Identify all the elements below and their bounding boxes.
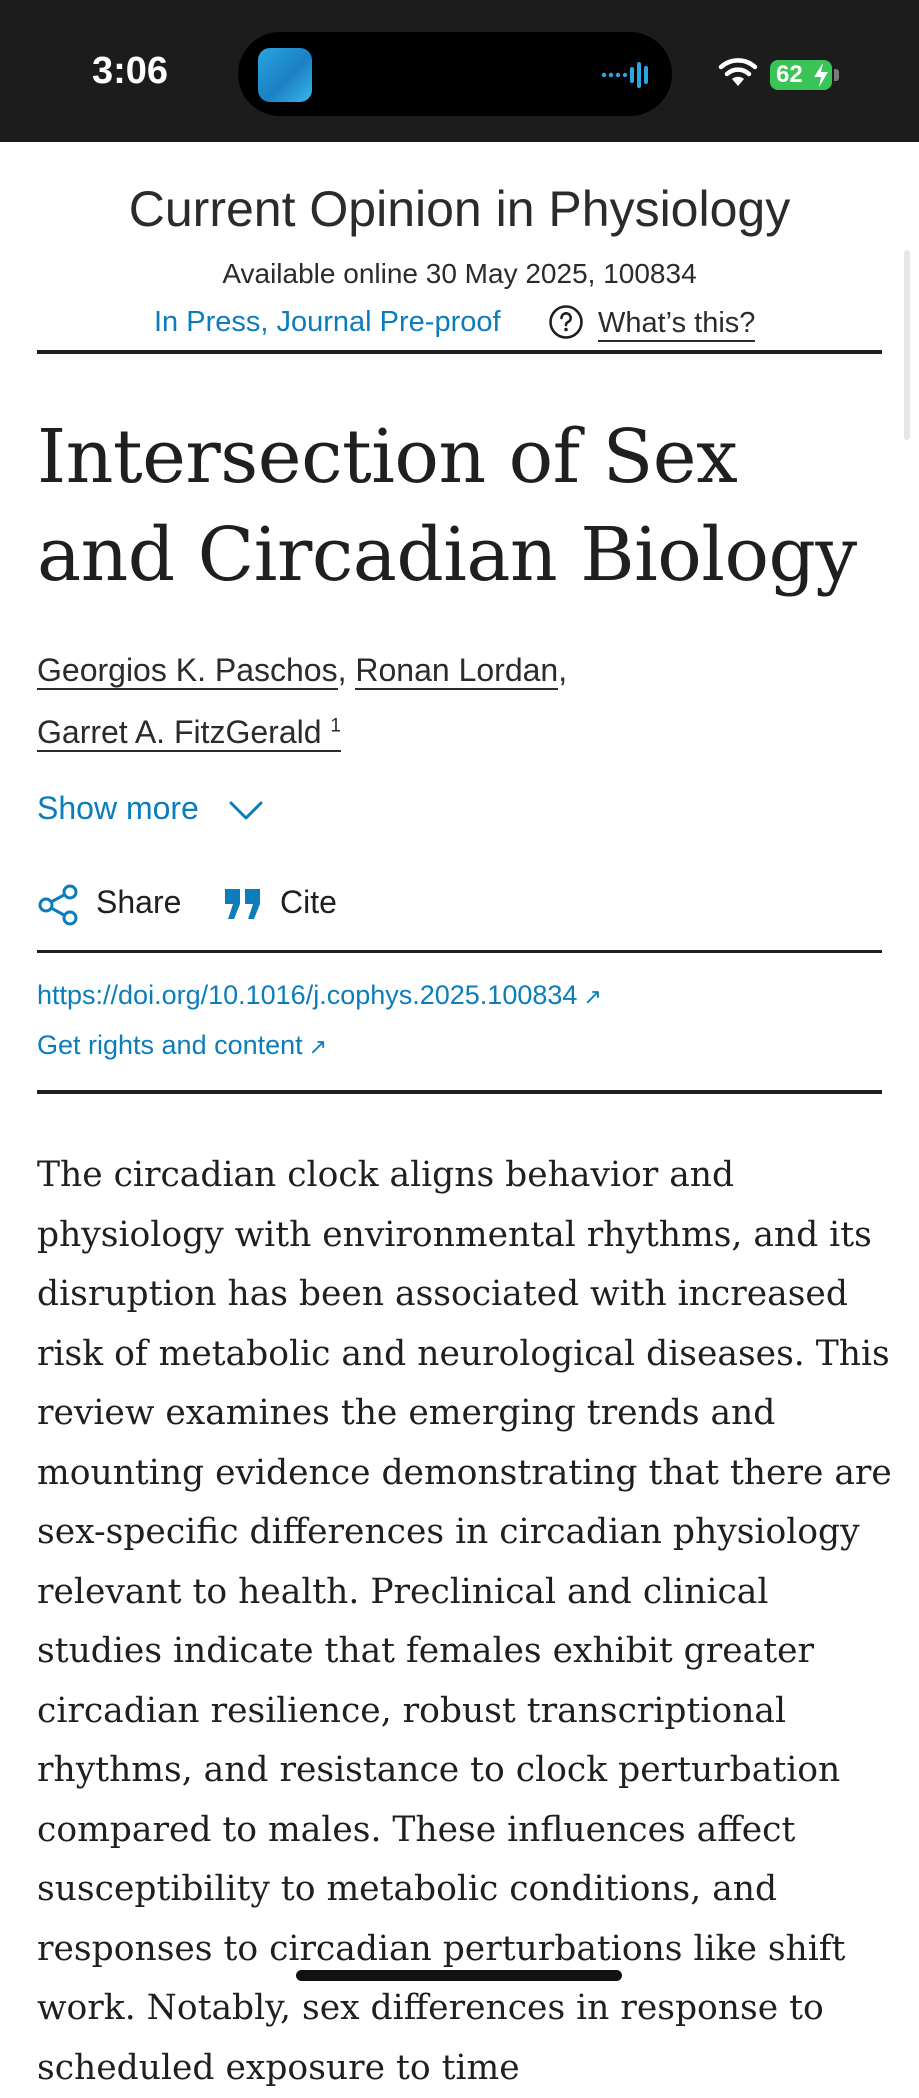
battery-level: 62 [776,61,803,88]
share-button[interactable]: Share [96,884,182,920]
cite-button[interactable]: Cite [280,884,337,920]
doi-text: https://doi.org/10.1016/j.cophys.2025.100834 [37,980,578,1010]
battery-cap [834,69,839,81]
rights-link[interactable] [37,1030,327,1061]
author-link[interactable]: Georgios K. Paschos [37,652,338,688]
audio-wave-icon [600,58,652,92]
abstract-text: The circadian clock aligns behavior and physiology with environmental rhythms, and its disruption has been associated with increased risk of metabolic and neurological diseases. This review examines the emerging trends and mounting evidence demonstrating that there are sex-specific differences in circadian physiology relevant to health. Preclinical and clinical studies indicate that females exhibit greater circadian resilience, robust transcriptional rhythms, and resistance to clock perturbation compared to males. These influences affect susceptibility to metabolic conditions, and responses to circadian perturbations like shift work. Notably, sex differences in response to scheduled exposure to time [37,1155,892,2088]
divider [37,1090,882,1094]
share-icon[interactable] [37,883,81,927]
whats-this-link[interactable]: What’s this? [598,306,755,342]
chevron-down-icon[interactable] [228,798,264,824]
wifi-icon [718,56,758,90]
clock: 3:06 [92,50,169,92]
status-bar [0,0,919,142]
quote-icon[interactable] [224,887,262,921]
author-list: Georgios K. Paschos, Ronan Lordan, Garret A. FitzGerald $^1$ [37,652,568,750]
press-status-row [0,306,919,346]
article-title: Intersection of Sex and Circadian Biology [37,414,857,598]
in-press-link[interactable]: In Press, Journal Pre-proof [154,306,501,338]
rights-text: Get rights and content [37,1030,303,1060]
external-link-icon: ↗ [583,984,602,1009]
divider [37,950,882,953]
author-name: Garret A. FitzGerald [37,713,322,750]
available-online: Available online 30 May 2025, 100834 [222,258,697,289]
charging-bolt-icon [812,62,830,88]
author-link[interactable]: Ronan Lordan [355,652,559,688]
question-icon[interactable] [548,304,584,340]
journal-title[interactable]: Current Opinion in Physiology [128,181,791,237]
doi-link[interactable] [37,980,602,1011]
external-link-icon: ↗ [308,1034,328,1059]
divider [37,350,882,354]
app-icon[interactable] [258,48,312,102]
author-footnote: 1 [330,715,341,736]
author-link[interactable] [37,714,341,752]
show-more-button[interactable]: Show more [37,790,199,826]
abstract-viewport [0,1140,919,2088]
home-indicator[interactable] [296,1970,622,1981]
